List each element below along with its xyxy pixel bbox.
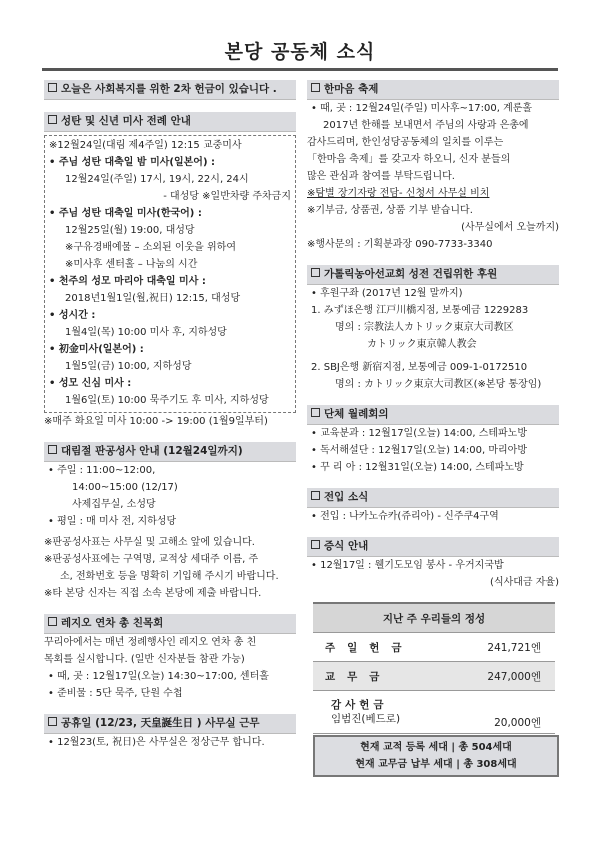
text-line: ※행사문의 : 기획분과장 090-7733-3340 <box>307 239 493 250</box>
christmas-schedule-box <box>44 135 296 413</box>
text-line: 2018년1월1일(월,祝日) 12:15, 대성당 <box>65 293 241 304</box>
text-line: (식사대금 자율) <box>490 577 559 588</box>
title-divider <box>42 68 558 71</box>
text-line: 1월5일(금) 10:00, 지하성당 <box>65 361 192 372</box>
text-line: ※판공성사표에는 구역명, 교적상 세대주 이름, 주 <box>44 554 259 565</box>
text-line: 14:00~15:00 (12/17) <box>72 482 178 493</box>
text-line: カトリック東京韓人教会 <box>367 339 477 350</box>
text-line: 감사드리며, 한인성당공동체의 일치를 이루는 <box>307 137 504 148</box>
text-line: 12월25일(월) 19:00, 대성당 <box>65 225 195 236</box>
text-line: - 대성당 ※일반차량 주차금지 <box>163 191 291 202</box>
text-line: • 후원구좌 (2017년 12월 말까지) <box>311 288 463 299</box>
section-donation-heading: 증식 안내 <box>307 537 559 557</box>
thanks-value: 20,000엔 <box>456 691 555 734</box>
square-bullet-icon <box>311 540 320 549</box>
section-offering: 오늘은 사회복지를 위한 2차 헌금이 있습니다 . <box>44 80 296 100</box>
page-title: 본당 공동체 소식 <box>224 41 376 63</box>
section-meeting-heading: 단체 월례회의 <box>307 405 559 425</box>
offering-value: 241,721엔 <box>456 633 555 662</box>
square-bullet-icon <box>48 717 57 726</box>
section-church-heading: 가톨릭농아선교회 성전 건립위한 후원 <box>307 265 559 285</box>
text-line: ※판공성사표는 사무실 및 고해소 앞에 있습니다. <box>44 537 255 548</box>
text-line: • 주님 성탄 대축일 밤 미사(일본어) : <box>49 157 215 168</box>
text-line: 명의 : 宗教法人カトリック東京大司教区 <box>335 322 514 333</box>
text-line: • 꾸 리 아 : 12월31일(오늘) 14:00, 스테파노방 <box>311 462 524 473</box>
text-line: 사제집무실, 소성당 <box>72 499 156 510</box>
text-line: • 천주의 성모 마리아 대축일 미사 : <box>49 276 206 287</box>
text-line: • 初金미사(일본어) : <box>49 344 144 355</box>
text-line: • 독서해설단 : 12월17일(오늘) 14:00, 마리아방 <box>311 445 527 456</box>
left-column <box>44 80 296 751</box>
text-line: 12월24일(주일) 17시, 19시, 22시, 24시 <box>65 174 249 185</box>
text-line: • 12월17일 : 웰기도모임 봉사 - 우거지국밥 <box>311 560 504 571</box>
text-line: ※기부금, 상품권, 상품 기부 받습니다. <box>307 205 473 216</box>
text-line: 1. みずほ은행 江戸川橋지점, 보통예금 1229283 <box>311 305 529 316</box>
text-line: 목회를 실시합니다. (일반 신자분들 참관 가능) <box>44 654 245 665</box>
text-line: ※12월24일(대림 제4주일) 12:15 교중미사 <box>49 140 242 151</box>
text-line: ※미사후 센터홀 – 나눔의 시간 <box>65 259 198 270</box>
text-line: • 주님 성탄 대축일 미사(한국어) : <box>49 208 202 219</box>
right-column <box>307 80 559 591</box>
text-line: ※타 본당 신자는 직접 소속 본당에 제출 바랍니다. <box>44 588 262 599</box>
offering-value: 247,000엔 <box>456 662 555 691</box>
registered-households: 현재 교적 등록 세대 | 총 504세대 <box>360 742 512 753</box>
text-line: • 전입 : 나카노슈카(쥬리아) - 신주쿠4구역 <box>311 511 499 522</box>
square-bullet-icon <box>311 268 320 277</box>
square-bullet-icon <box>311 491 320 500</box>
text-line: 꾸리아에서는 매년 정례행사인 레지오 연차 총 친 <box>44 637 257 648</box>
square-bullet-icon <box>48 445 57 454</box>
offering-table-title: 지난 주 우리들의 정성 <box>313 603 555 633</box>
text-line: • 주일 : 11:00~12:00, <box>48 465 156 476</box>
text-line: • 교육분과 : 12월17일(오늘) 14:00, 스테파노방 <box>311 428 527 439</box>
text-line: • 평일 : 매 미사 전, 지하성당 <box>48 516 177 527</box>
text-line: ※구유경배예물 – 소외된 이웃을 위하여 <box>65 242 236 253</box>
square-bullet-icon <box>48 115 57 124</box>
household-summary-box <box>313 735 559 777</box>
text-line: • 12월23(토, 祝日)은 사무실은 정상근무 합니다. <box>48 737 265 748</box>
section-christmas-heading: 성탄 및 신년 미사 전례 안내 <box>44 112 296 132</box>
square-bullet-icon <box>311 83 320 92</box>
offering-label: 주일헌금 <box>313 633 456 662</box>
section-festival-heading: 한마음 축제 <box>307 80 559 100</box>
text-line: 명의 : カトリック東京大司教区(※본당 통장임) <box>335 379 542 390</box>
section-holiday-heading: 공휴일 (12/23, 天皇誕生日 ) 사무실 근무 <box>44 714 296 734</box>
text-line: 소, 전화번호 등을 명확히 기입해 주시기 바랍니다. <box>60 571 279 582</box>
text-line: 1월6일(토) 10:00 묵주기도 후 미사, 지하성당 <box>65 395 269 406</box>
text-line: • 준비물 : 5단 묵주, 단원 수첩 <box>48 688 183 699</box>
tuesday-mass-note: ※매주 화요일 미사 10:00 -> 19:00 (1월9일부터) <box>44 416 268 427</box>
text-line: • 성모 신심 미사 : <box>49 378 132 389</box>
text-line: 1월4일(목) 10:00 미사 후, 지하성당 <box>65 327 227 338</box>
text-line: 많은 관심과 참여를 부탁드립니다. <box>307 171 455 182</box>
offering-table <box>313 602 555 734</box>
text-line: • 성시간 : <box>49 310 96 321</box>
text-line: 「한마음 축제」를 갖고자 하오니, 신자 분들의 <box>307 154 511 165</box>
text-line: 2. SBJ은행 新宿지점, 보통예금 009-1-0172510 <box>311 362 528 373</box>
square-bullet-icon <box>311 408 320 417</box>
thanks-name: 임범진(베드로) <box>331 713 401 725</box>
section-transfer-heading: 전입 소식 <box>307 488 559 508</box>
thanks-label: 감사헌금 <box>331 699 388 711</box>
text-line: • 때, 곳 : 12월17일(오늘) 14:30~17:00, 센터홀 <box>48 671 269 682</box>
offering-label: 교무금 <box>313 662 456 691</box>
text-line: • 때, 곳 : 12월24일(주일) 미사후~17:00, 계룬홀 <box>311 103 533 114</box>
section-confession-heading: 대림절 판공성사 안내 (12월24일까지) <box>44 442 296 462</box>
section-legio-heading: 레지오 연차 총 친목회 <box>44 614 296 634</box>
text-line: ※탐별 장기자랑 전담- 신청서 사무실 비치 <box>307 188 490 199</box>
paying-households: 현재 교무금 납부 세대 | 총 308세대 <box>355 759 517 770</box>
text-line: (사무실에서 오늘까지) <box>461 222 559 233</box>
text-line: 2017년 한해를 보내면서 주님의 사랑과 은총에 <box>323 120 529 131</box>
square-bullet-icon <box>48 617 57 626</box>
square-bullet-icon <box>48 83 57 92</box>
